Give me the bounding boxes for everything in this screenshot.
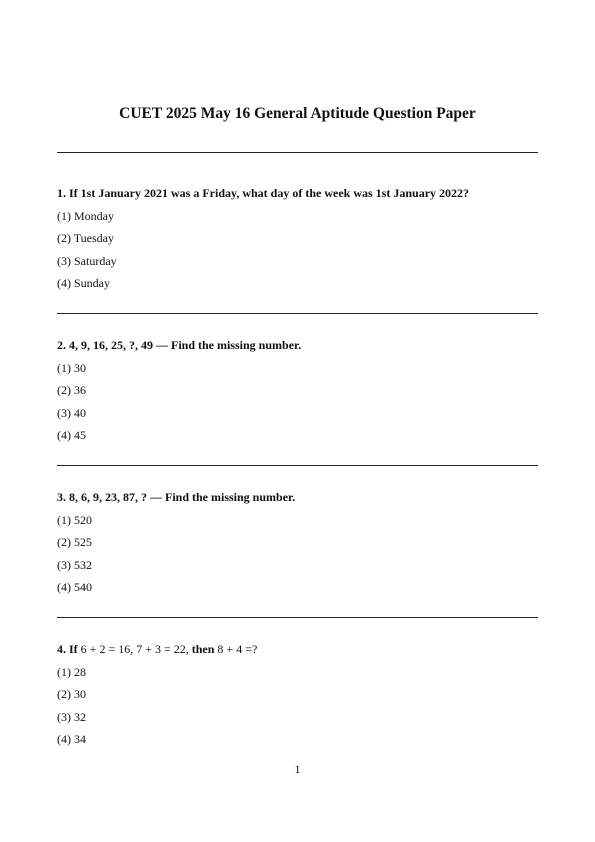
math-expression: 6 + 2 = 16, 7 + 3 = 22,	[80, 642, 189, 656]
option-4: (4) 540	[57, 580, 92, 594]
option-3: (3) Saturday	[57, 253, 117, 268]
question-3	[57, 490, 538, 603]
question-1	[57, 186, 538, 299]
question-2	[57, 338, 538, 451]
document-title: CUET 2025 May 16 General Aptitude Question Paper	[119, 105, 476, 122]
question-4	[57, 642, 538, 755]
option-2: (2) 525	[57, 535, 92, 549]
option-2: (2) Tuesday	[57, 231, 115, 245]
question-prefix: If	[69, 642, 78, 656]
option-4: (4) Sunday	[57, 276, 110, 290]
question-text	[57, 186, 538, 200]
divider	[57, 313, 538, 314]
option-3: (3) 32	[57, 709, 86, 724]
option-2: (2) 30	[57, 687, 86, 701]
question-number: 3.	[57, 490, 66, 504]
question-number: 4.	[57, 642, 66, 656]
question-connector: then	[191, 642, 215, 656]
divider	[57, 617, 538, 618]
option-3: (3) 532	[57, 557, 92, 572]
question-text	[57, 338, 538, 352]
option-1: (1) Monday	[57, 208, 114, 223]
question-prompt: 8, 6, 9, 23, 87, ? — Find the missing number.	[69, 490, 296, 504]
divider	[57, 465, 538, 466]
question-text	[57, 642, 538, 656]
question-number: 1.	[57, 186, 66, 200]
option-4: (4) 45	[57, 428, 86, 442]
question-text	[57, 490, 538, 504]
option-4: (4) 34	[57, 732, 86, 746]
option-1: (1) 28	[57, 664, 86, 679]
option-1: (1) 30	[57, 360, 86, 375]
divider	[57, 152, 538, 153]
question-prompt: If 1st January 2021 was a Friday, what day of the week was 1st January 2022?	[69, 186, 470, 200]
question-number: 2.	[57, 338, 66, 352]
option-2: (2) 36	[57, 383, 86, 397]
option-1: (1) 520	[57, 512, 92, 527]
page-number: 1	[294, 762, 301, 776]
option-3: (3) 40	[57, 405, 86, 420]
question-prompt: 4, 9, 16, 25, ?, 49 — Find the missing number.	[69, 338, 302, 352]
math-expression: 8 + 4 =?	[217, 642, 258, 656]
